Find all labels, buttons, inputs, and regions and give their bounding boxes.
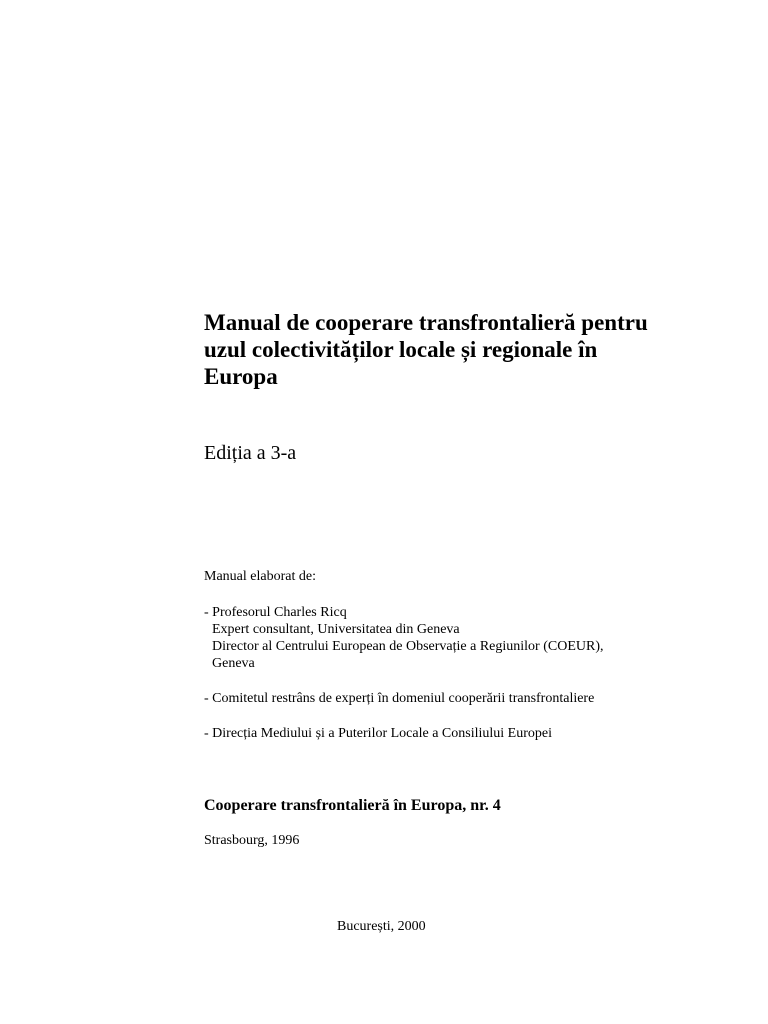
author-2: - Comitetul restrâns de experți în domeniul cooperării transfrontaliere: [204, 691, 595, 706]
title-line-2: uzul colectivităților locale și regionale în: [204, 337, 598, 362]
publication-place-date: București, 2000: [337, 919, 426, 934]
author-3: - Direcția Mediului și a Puterilor Locale a Consiliului Europei: [204, 726, 552, 741]
original-place-date: Strasbourg, 1996: [204, 833, 300, 848]
author-1-name: - Profesorul Charles Ricq: [204, 605, 347, 620]
author-1-role-3: Geneva: [212, 656, 255, 671]
author-1-role-1: Expert consultant, Universitatea din Geneva: [212, 622, 460, 637]
title-line-3: Europa: [204, 364, 278, 389]
document-title: [204, 309, 674, 390]
authors-intro: Manual elaborat de:: [204, 569, 316, 584]
edition-label: Ediția a 3-a: [204, 442, 297, 464]
author-1: [204, 604, 604, 672]
series-title: Cooperare transfrontalieră în Europa, nr. 4: [204, 797, 501, 814]
author-1-role-2: Director al Centrului European de Observație a Regiunilor (COEUR),: [212, 639, 604, 654]
title-line-1: Manual de cooperare transfrontalieră pentru: [204, 310, 648, 335]
